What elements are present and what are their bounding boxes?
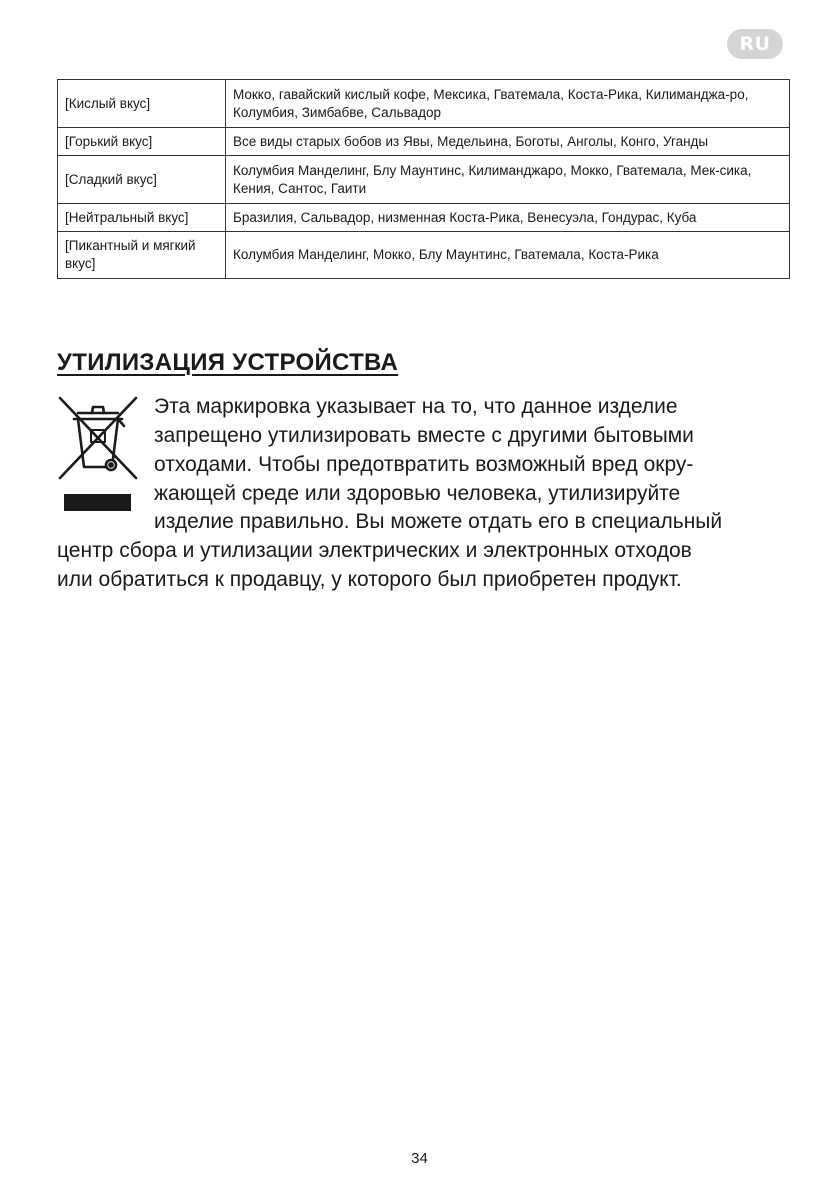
taste-cell: [Горький вкус]	[58, 128, 226, 156]
disposal-text-line: жающей среде или здоровью человека, утилизируйте	[154, 482, 681, 505]
language-badge: RU	[727, 29, 783, 59]
disposal-text-line: изделие правильно. Вы можете отдать его в специальный	[154, 510, 723, 533]
taste-cell: [Пикантный и мягкий вкус]	[58, 232, 226, 279]
origins-cell: Все виды старых бобов из Явы, Медельина, Боготы, Анголы, Конго, Уганды	[226, 128, 790, 156]
origins-cell: Бразилия, Сальвадор, низменная Коста-Рика, Венесуэла, Гондурас, Куба	[226, 204, 790, 232]
taste-cell: [Кислый вкус]	[58, 80, 226, 128]
disposal-text-line: или обратиться к продавцу, у которого был приобретен продукт.	[57, 568, 682, 591]
disposal-text-line: запрещено утилизировать вместе с другими бытовыми	[154, 424, 694, 447]
page-number: 34	[411, 1150, 428, 1167]
origins-cell: Мокко, гавайский кислый кофе, Мексика, Гватемала, Коста-Рика, Килиманджа-ро, Колумбия, Зимбабве, Сальвадор	[226, 80, 790, 128]
taste-cell: [Сладкий вкус]	[58, 156, 226, 204]
origins-cell: Колумбия Манделинг, Блу Маунтинс, Килиманджаро, Мокко, Гватемала, Мек-сика, Кения, Сантос, Гаити	[226, 156, 790, 204]
disposal-text-line: центр сбора и утилизации электрических и электронных отходов	[57, 539, 692, 562]
disposal-text-line: отходами. Чтобы предотвратить возможный вред окру-	[154, 453, 694, 476]
section-title: УТИЛИЗАЦИЯ УСТРОЙСТВА	[57, 349, 399, 376]
origins-cell: Колумбия Манделинг, Мокко, Блу Маунтинс, Гватемала, Коста-Рика	[226, 232, 790, 279]
taste-cell: [Нейтральный вкус]	[58, 204, 226, 232]
disposal-text-line: Эта маркировка указывает на то, что данное изделие	[154, 395, 678, 418]
